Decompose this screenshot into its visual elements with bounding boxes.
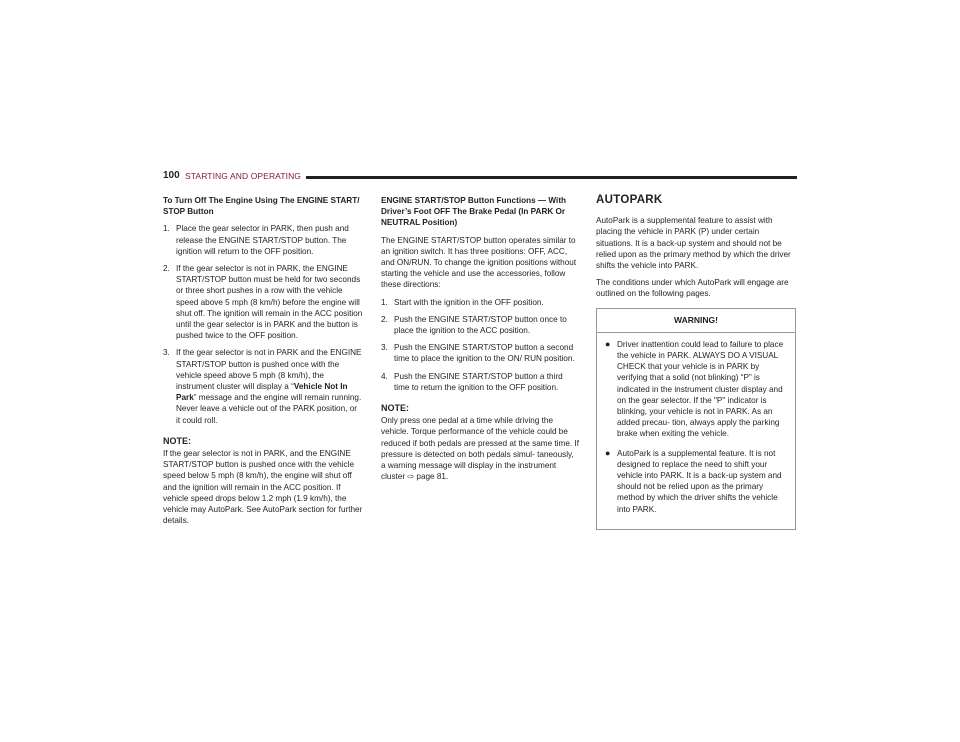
column-right	[596, 195, 796, 530]
step-number: 3.	[381, 343, 388, 353]
step-number: 1.	[163, 224, 170, 234]
autopark-paragraph: AutoPark is a supplemental feature to assist with placing the vehicle in PARK (P) under certain situations. It is a back-up system and should not be relied upon as the primary method by which the driver shifts the vehicle into PARK.	[596, 216, 791, 271]
step-text: If the gear selector is not in PARK and the ENGINE START/STOP button is pushed once with the vehicle speed above 5 mph (8 km/h), the instrument cluster will display a “	[176, 348, 362, 392]
warning-text: Driver inattention could lead to failure to place the vehicle in PARK. ALWAYS DO A VISUAL CHECK that your vehicle is in PARK by verifying that a solid (not blinking) “P” is indicated in the instrument cluster display and on the gear selector. If the "P" indicator is blinking, your vehicle is not in PARK. As an added precau- tion, always apply the parking brake when exiting the vehicle.	[617, 339, 784, 439]
warning-box	[596, 308, 796, 530]
page-header	[163, 170, 797, 184]
step-number: 2.	[163, 264, 170, 274]
note-text	[381, 415, 579, 482]
note-heading: NOTE:	[381, 403, 409, 414]
warning-title: WARNING!	[597, 309, 795, 333]
page-reference-link[interactable]: page 81.	[416, 472, 449, 482]
warning-text: AutoPark is a supplemental feature. It is not designed to replace the need to shift your vehicle into PARK. It is a back-up system and should not be relied upon as the primary method by which the driver shifts the vehicle into PARK.	[617, 448, 782, 514]
step-text: Start with the ignition in the OFF position.	[394, 297, 544, 307]
section-heading: AUTOPARK	[596, 194, 663, 206]
bullet-icon: ●	[605, 338, 611, 349]
step-text: If the gear selector is not in PARK, the ENGINE START/STOP button must be held for two seconds or three short pushes in a row with the vehicle speed above 5 mph (8 km/h) before the engine will shut off. The ignition will remain in the ACC position until the gear selector is in PARK and the button is pushed twice to the OFF position.	[176, 264, 363, 341]
step-text: ” message and the engine will remain running. Never leave a vehicle out of the PARK position, or it could roll.	[176, 393, 362, 425]
header-rule	[306, 176, 797, 179]
step-number: 3.	[163, 348, 170, 358]
steps-list	[163, 223, 363, 425]
step-text: Push the ENGINE START/STOP button once to place the ignition to the ACC position.	[394, 314, 567, 336]
bullet-icon: ●	[605, 447, 611, 458]
step-text: Push the ENGINE START/STOP button a second time to place the ignition to the ON/ RUN position.	[394, 343, 575, 364]
column-middle	[381, 195, 579, 488]
list-item	[163, 347, 363, 425]
autopark-paragraph: The conditions under which AutoPark will engage are outlined on the following pages.	[596, 278, 789, 299]
intro-paragraph: The ENGINE START/STOP button operates similar to an ignition switch. It has three positions: OFF, ACC, and ON/RUN. To change the ignition positions without starting the vehicle and use the accessories, follow these directions:	[381, 235, 577, 290]
step-number: 1.	[381, 297, 388, 307]
column-left	[163, 195, 363, 532]
message-name: Vehicle Not In Park	[176, 382, 348, 403]
list-item	[381, 342, 579, 364]
warning-item	[605, 448, 787, 515]
section-title: STARTING AND OPERATING	[185, 171, 302, 181]
list-item	[381, 297, 579, 308]
note-body: Only press one pedal at a time while driving the vehicle. Torque performance of the vehicle could be reduced if both pedals are pressed at the same time. If pressure is detected on both pedals simul- taneously, a warning message will display in the instrument cluster	[381, 416, 579, 482]
note-text: If the gear selector is not in PARK, and the ENGINE START/STOP button is pushed once with the vehicle speed below 5 mph (8 km/h), the engine will shut off and the ignition will remain in the ACC position. If vehicle speed drops below 1.2 mph (1.9 km/h), the vehicle may AutoPark. See AutoPark section for further details.	[163, 449, 363, 526]
warning-item	[605, 339, 787, 440]
list-item	[163, 263, 363, 341]
page-reference-arrow-icon: ⇨	[407, 472, 415, 482]
list-item	[381, 314, 579, 336]
step-number: 2.	[381, 314, 388, 324]
list-item	[163, 223, 363, 257]
steps-list	[381, 297, 579, 393]
list-item	[381, 371, 579, 393]
subsection-heading: ENGINE START/STOP Button Functions — With Driver’s Foot OFF The Brake Pedal (In PARK Or NEUTRAL Position)	[381, 196, 567, 228]
note-heading: NOTE:	[163, 435, 191, 446]
step-text: Push the ENGINE START/STOP button a third time to return the ignition to the OFF position.	[394, 371, 563, 392]
step-text: Place the gear selector in PARK, then push and release the ENGINE START/STOP button. The ignition will return to the OFF position.	[176, 224, 349, 256]
page-number: 100	[163, 170, 180, 181]
warning-list	[597, 333, 795, 529]
subsection-heading: To Turn Off The Engine Using The ENGINE START/ STOP Button	[163, 196, 360, 217]
step-number: 4.	[381, 371, 388, 381]
